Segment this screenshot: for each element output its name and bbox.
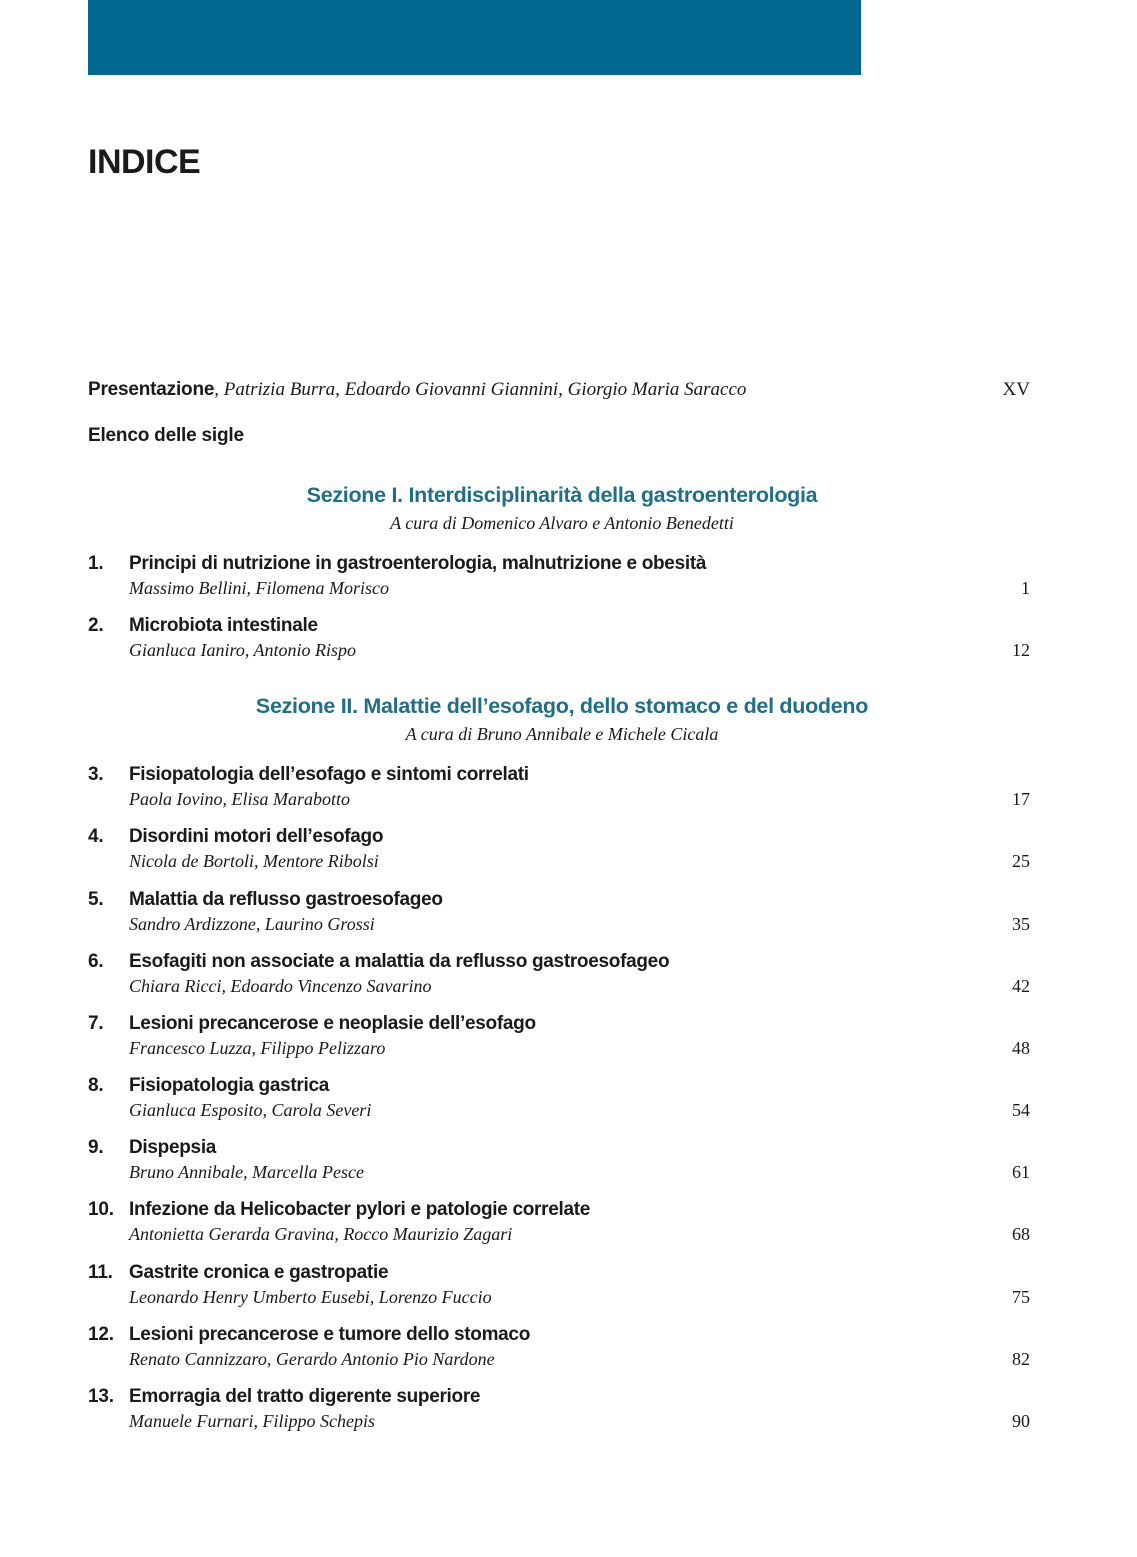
entry-label: Presentazione bbox=[88, 379, 215, 400]
toc-chapter-2[interactable] bbox=[88, 614, 1030, 664]
chapter-page-number: 1 bbox=[1021, 578, 1030, 598]
chapter-title: Microbiota intestinale bbox=[129, 615, 318, 636]
section-title: Sezione I. Interdisciplinarità della gastroenterologia bbox=[306, 483, 818, 507]
chapter-title: Dispepsia bbox=[129, 1137, 217, 1158]
chapter-title: Emorragia del tratto digerente superiore bbox=[129, 1386, 481, 1407]
chapter-authors: Renato Cannizzaro, Gerardo Antonio Pio Nardone bbox=[129, 1349, 495, 1369]
entry-label: Elenco delle sigle bbox=[88, 425, 244, 446]
header-color-band bbox=[88, 0, 861, 75]
toc-chapter-3[interactable] bbox=[88, 763, 1030, 813]
chapter-title: Gastrite cronica e gastropatie bbox=[129, 1262, 389, 1283]
chapter-number: 6. bbox=[88, 951, 104, 972]
chapter-number: 3. bbox=[88, 764, 104, 785]
chapter-number: 1. bbox=[88, 553, 104, 574]
chapter-title: Fisiopatologia dell’esofago e sintomi correlati bbox=[129, 764, 529, 785]
chapter-page-number: 42 bbox=[1012, 976, 1030, 996]
section-editors: A cura di Domenico Alvaro e Antonio Benedetti bbox=[390, 513, 734, 533]
chapter-authors: Manuele Furnari, Filippo Schepis bbox=[129, 1411, 375, 1431]
chapter-page-number: 75 bbox=[1012, 1287, 1030, 1307]
chapter-title: Infezione da Helicobacter pylori e patologie correlate bbox=[129, 1199, 591, 1220]
chapter-number: 11. bbox=[88, 1262, 113, 1283]
section-editors: A cura di Bruno Annibale e Michele Cicala bbox=[405, 724, 719, 744]
chapter-number: 12. bbox=[88, 1324, 114, 1345]
chapter-title: Disordini motori dell’esofago bbox=[129, 826, 384, 847]
chapter-number: 9. bbox=[88, 1137, 104, 1158]
chapter-page-number: 68 bbox=[1012, 1224, 1030, 1244]
chapter-number: 8. bbox=[88, 1075, 104, 1096]
page-title: INDICE bbox=[88, 143, 201, 181]
toc-chapter-5[interactable] bbox=[88, 888, 1030, 938]
chapter-number: 2. bbox=[88, 615, 104, 636]
section-heading-2 bbox=[88, 693, 1036, 746]
toc-entry-elenco-sigle[interactable] bbox=[88, 424, 1030, 448]
entry-authors: Patrizia Burra, Edoardo Giovanni Giannini, Giorgio Maria Saracco bbox=[223, 379, 747, 400]
chapter-title: Lesioni precancerose e neoplasie dell’esofago bbox=[129, 1013, 536, 1034]
chapter-title: Principi di nutrizione in gastroenterologia, malnutrizione e obesità bbox=[129, 553, 707, 574]
chapter-page-number: 90 bbox=[1012, 1411, 1030, 1431]
toc-chapter-12[interactable] bbox=[88, 1323, 1030, 1373]
section-title: Sezione II. Malattie dell’esofago, dello stomaco e del duodeno bbox=[255, 694, 869, 718]
chapter-number: 5. bbox=[88, 889, 104, 910]
chapter-page-number: 35 bbox=[1012, 914, 1030, 934]
chapter-page-number: 54 bbox=[1012, 1100, 1030, 1120]
toc-chapter-4[interactable] bbox=[88, 825, 1030, 875]
chapter-authors: Sandro Ardizzone, Laurino Grossi bbox=[129, 914, 375, 934]
chapter-number: 13. bbox=[88, 1386, 114, 1407]
chapter-authors: Gianluca Ianiro, Antonio Rispo bbox=[129, 640, 356, 660]
toc-chapter-8[interactable] bbox=[88, 1074, 1030, 1124]
chapter-authors: Nicola de Bortoli, Mentore Ribolsi bbox=[129, 851, 379, 871]
chapter-page-number: 61 bbox=[1012, 1162, 1030, 1182]
chapter-title: Esofagiti non associate a malattia da reflusso gastroesofageo bbox=[129, 951, 670, 972]
chapter-title: Lesioni precancerose e tumore dello stomaco bbox=[129, 1324, 531, 1345]
toc-entry-presentazione[interactable]: Presentazione, Patrizia Burra, Edoardo Giovanni Giannini, Giorgio Maria Saracco XV bbox=[88, 379, 1030, 400]
chapter-page-number: 25 bbox=[1012, 851, 1030, 871]
chapter-authors: Bruno Annibale, Marcella Pesce bbox=[129, 1162, 364, 1182]
chapter-authors: Francesco Luzza, Filippo Pelizzaro bbox=[129, 1038, 386, 1058]
chapter-authors: Gianluca Esposito, Carola Severi bbox=[129, 1100, 372, 1120]
toc-chapter-6[interactable] bbox=[88, 950, 1030, 1000]
chapter-page-number: 17 bbox=[1012, 789, 1030, 809]
chapter-number: 10. bbox=[88, 1199, 114, 1220]
chapter-authors: Paola Iovino, Elisa Marabotto bbox=[129, 789, 350, 809]
chapter-authors: Massimo Bellini, Filomena Morisco bbox=[129, 578, 389, 598]
chapter-page-number: 12 bbox=[1012, 640, 1030, 660]
toc-chapter-11[interactable] bbox=[88, 1261, 1030, 1311]
chapter-authors: Chiara Ricci, Edoardo Vincenzo Savarino bbox=[129, 976, 432, 996]
chapter-page-number: 48 bbox=[1012, 1038, 1030, 1058]
chapter-number: 4. bbox=[88, 826, 104, 847]
toc-chapter-9[interactable] bbox=[88, 1136, 1030, 1186]
toc-chapter-10[interactable] bbox=[88, 1198, 1030, 1248]
toc-chapter-1[interactable] bbox=[88, 552, 1030, 602]
chapter-page-number: 82 bbox=[1012, 1349, 1030, 1369]
toc-chapter-7[interactable] bbox=[88, 1012, 1030, 1062]
chapter-title: Malattia da reflusso gastroesofageo bbox=[129, 889, 443, 910]
chapter-authors: Leonardo Henry Umberto Eusebi, Lorenzo Fuccio bbox=[129, 1287, 492, 1307]
chapter-title: Fisiopatologia gastrica bbox=[129, 1075, 330, 1096]
toc-chapter-13[interactable] bbox=[88, 1385, 1030, 1435]
entry-page-number: XV bbox=[1002, 379, 1030, 400]
chapter-authors: Antonietta Gerarda Gravina, Rocco Maurizio Zagari bbox=[129, 1224, 513, 1244]
section-heading-1 bbox=[88, 482, 1036, 535]
chapter-number: 7. bbox=[88, 1013, 104, 1034]
